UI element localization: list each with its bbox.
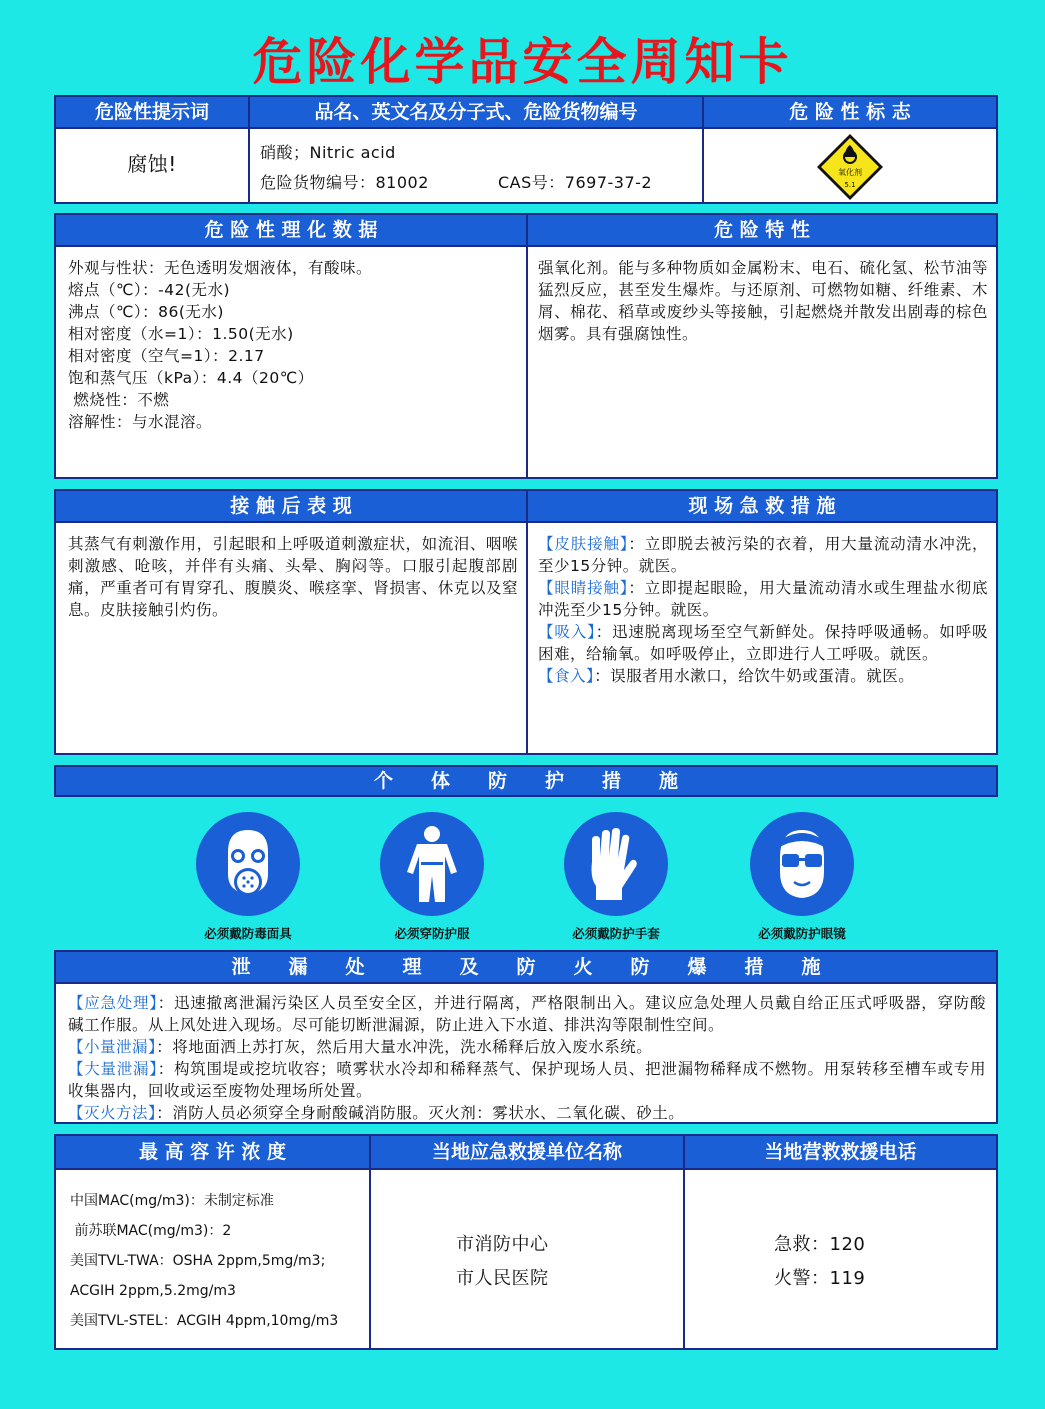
leak-item xyxy=(68,1102,986,1124)
ppe-header: 个 体 防 护 措 施 xyxy=(54,765,998,797)
divider xyxy=(702,97,704,202)
contacts-section xyxy=(54,1134,998,1350)
ppe-item-gas-mask xyxy=(158,812,338,942)
product-name: 硝酸；Nitric acid xyxy=(260,143,396,162)
ppe-item-goggles xyxy=(712,812,892,942)
symptoms-text: 其蒸气有刺激作用，引起眼和上呼吸道刺激症状，如流泪、咽喉刺激感、呛咳，并伴有头痛、头晕、胸闷等。口服引起腹部剧痛，严重者可有胃穿孔、腹膜炎、喉痉挛、肾损害、休克以及窒息。皮肤接触引灼伤。 xyxy=(68,535,518,619)
exposure-section xyxy=(54,489,998,755)
first-aid-text: ：迅速脱离现场至空气新鲜处。保持呼吸通畅。如呼吸困难，给输氧。如呼吸停止，立即进行人工呼吸。就医。 xyxy=(538,623,988,663)
ppe-label: 必须戴防毒面具 xyxy=(204,926,292,941)
rescue-phones xyxy=(774,1228,865,1296)
leak-text: ：消防人员必须穿全身耐酸碱消防服。灭火剂：雾状水、二氧化碳、砂土。 xyxy=(156,1104,685,1122)
protective-suit-icon xyxy=(380,812,484,916)
leak-tag: 【灭火方法】 xyxy=(68,1104,157,1122)
leak-tag: 【小量泄漏】 xyxy=(68,1038,157,1056)
first-aid-tag: 【吸入】 xyxy=(538,623,596,641)
prop-line: 外观与性状：无色透明发烟液体，有酸味。 xyxy=(68,259,373,277)
leak-text: ：构筑围堤或挖坑收容；喷雾状水冷却和稀释蒸气、保护现场人员、把泄漏物稀释成不燃物。用泵转移至槽车或专用收集器内，回收或运至废物处理场所处置。 xyxy=(68,1060,986,1100)
header-exposure-limits: 最 高 容 许 浓 度 xyxy=(56,1136,369,1168)
physchem-data xyxy=(68,257,518,433)
identity-section xyxy=(54,95,998,204)
un-number: 危险货物编号：81002 xyxy=(260,173,429,192)
divider xyxy=(683,1136,685,1348)
oxidizer-hazard-diamond-icon xyxy=(816,133,884,201)
header-first-aid: 现 场 急 救 措 施 xyxy=(528,491,996,521)
signal-word: 腐蚀! xyxy=(127,152,177,176)
physchem-section xyxy=(54,213,998,479)
first-aid-tag: 【皮肤接触】 xyxy=(538,535,629,553)
ppe-label: 必须戴防护手套 xyxy=(572,926,660,941)
divider xyxy=(56,982,996,984)
hazard-label-text: 氧化剂 xyxy=(838,168,862,177)
rescue-units xyxy=(456,1228,549,1296)
header-signal-word: 危险性提示词 xyxy=(56,97,248,127)
leak-item xyxy=(68,992,986,1036)
header-symptoms: 接 触 后 表 现 xyxy=(56,491,526,521)
divider xyxy=(56,127,996,129)
header-rescue-units: 当地应急救援单位名称 xyxy=(371,1136,683,1168)
first-aid-tag: 【眼睛接触】 xyxy=(538,579,629,597)
limit-line: 中国MAC(mg/m3)：未制定标准 xyxy=(70,1193,274,1209)
prop-line: 沸点（℃）：86(无水) xyxy=(68,303,224,321)
gloves-icon xyxy=(564,812,668,916)
leak-measures xyxy=(68,992,986,1124)
rescue-unit: 市人民医院 xyxy=(456,1268,549,1289)
ppe-label: 必须穿防护服 xyxy=(394,926,470,941)
prop-line: 相对密度（空气=1）：2.17 xyxy=(68,347,265,365)
cas-number: CAS号：7697-37-2 xyxy=(498,173,653,192)
header-physchem: 危 险 性 理 化 数 据 xyxy=(56,215,526,245)
ppe-label: 必须戴防护眼镜 xyxy=(758,926,846,941)
page-title: 危险化学品安全周知卡 xyxy=(252,33,793,91)
first-aid-list xyxy=(538,533,988,687)
exposure-limits xyxy=(70,1186,366,1336)
divider xyxy=(526,491,528,753)
first-aid-tag: 【食入】 xyxy=(538,667,595,685)
rescue-unit: 市消防中心 xyxy=(456,1234,549,1255)
ppe-item-gloves xyxy=(526,812,706,942)
divider xyxy=(248,97,250,202)
prop-line: 相对密度（水=1）：1.50(无水) xyxy=(68,325,294,343)
header-hazard-label: 危 险 性 标 志 xyxy=(704,97,996,127)
divider xyxy=(56,1168,996,1170)
first-aid-item xyxy=(538,621,988,665)
first-aid-text: ：立即脱去被污染的衣着，用大量流动清水冲洗，至少15分钟。就医。 xyxy=(538,535,988,575)
hazard-properties: 强氧化剂。能与多种物质如金属粉末、电石、硫化氢、松节油等猛烈反应，甚至发生爆炸。与还原剂、可燃物如糖、纤维素、木屑、棉花、稻草或废纱头等接触，引起燃烧并散发出剧毒的棕色烟雾。具有强腐蚀性。 xyxy=(538,259,988,343)
leak-section xyxy=(54,950,998,1124)
leak-tag: 【应急处理】 xyxy=(68,994,158,1012)
first-aid-text: ：误服者用水漱口，给饮牛奶或蛋清。就医。 xyxy=(594,667,915,685)
divider xyxy=(526,215,528,477)
prop-line: 熔点（℃）：-42(无水) xyxy=(68,281,231,299)
leak-tag: 【大量泄漏】 xyxy=(68,1060,158,1078)
prop-line: 溶解性：与水混溶。 xyxy=(68,413,213,431)
limit-line: 美国TVL-STEL：ACGIH 4ppm,10mg/m3 xyxy=(70,1313,339,1329)
prop-line: 燃烧性：不燃 xyxy=(68,391,170,409)
gas-mask-icon xyxy=(196,812,300,916)
limit-line: ACGIH 2ppm,5.2mg/m3 xyxy=(70,1283,236,1299)
leak-item xyxy=(68,1036,986,1058)
header-hazard-properties: 危 险 特 性 xyxy=(528,215,996,245)
first-aid-item xyxy=(538,665,988,687)
first-aid-item xyxy=(538,533,988,577)
header-product-name: 品名、英文名及分子式、危险货物编号 xyxy=(250,97,702,127)
limit-line: 美国TVL-TWA：OSHA 2ppm,5mg/m3; xyxy=(70,1253,326,1269)
goggles-icon xyxy=(750,812,854,916)
prop-line: 饱和蒸气压（kPa）：4.4（20℃） xyxy=(68,369,314,387)
leak-text: ：将地面洒上苏打灰，然后用大量水冲洗，洗水稀释后放入废水系统。 xyxy=(156,1038,653,1056)
divider xyxy=(369,1136,371,1348)
ppe-item-protective-suit xyxy=(342,812,522,942)
header-rescue-phones: 当地营救救援电话 xyxy=(685,1136,996,1168)
first-aid-text: ：立即提起眼睑，用大量流动清水或生理盐水彻底冲洗至少15分钟。就医。 xyxy=(538,579,988,619)
rescue-phone: 急救：120 xyxy=(774,1234,866,1255)
leak-item xyxy=(68,1058,986,1102)
rescue-phone: 火警：119 xyxy=(774,1268,866,1289)
leak-header: 泄 漏 处 理 及 防 火 防 爆 措 施 xyxy=(56,952,996,982)
limit-line: 前苏联MAC(mg/m3)：2 xyxy=(70,1223,232,1239)
hazard-class-text: 5.1 xyxy=(844,181,856,189)
leak-text: ：迅速撤离泄漏污染区人员至安全区，并进行隔离，严格限制出入。建议应急处理人员戴自给正压式呼吸器，穿防酸碱工作服。从上风处进入现场。尽可能切断泄漏源，防止进入下水道、排洪沟等限制性空间。 xyxy=(68,994,986,1034)
first-aid-item xyxy=(538,577,988,621)
